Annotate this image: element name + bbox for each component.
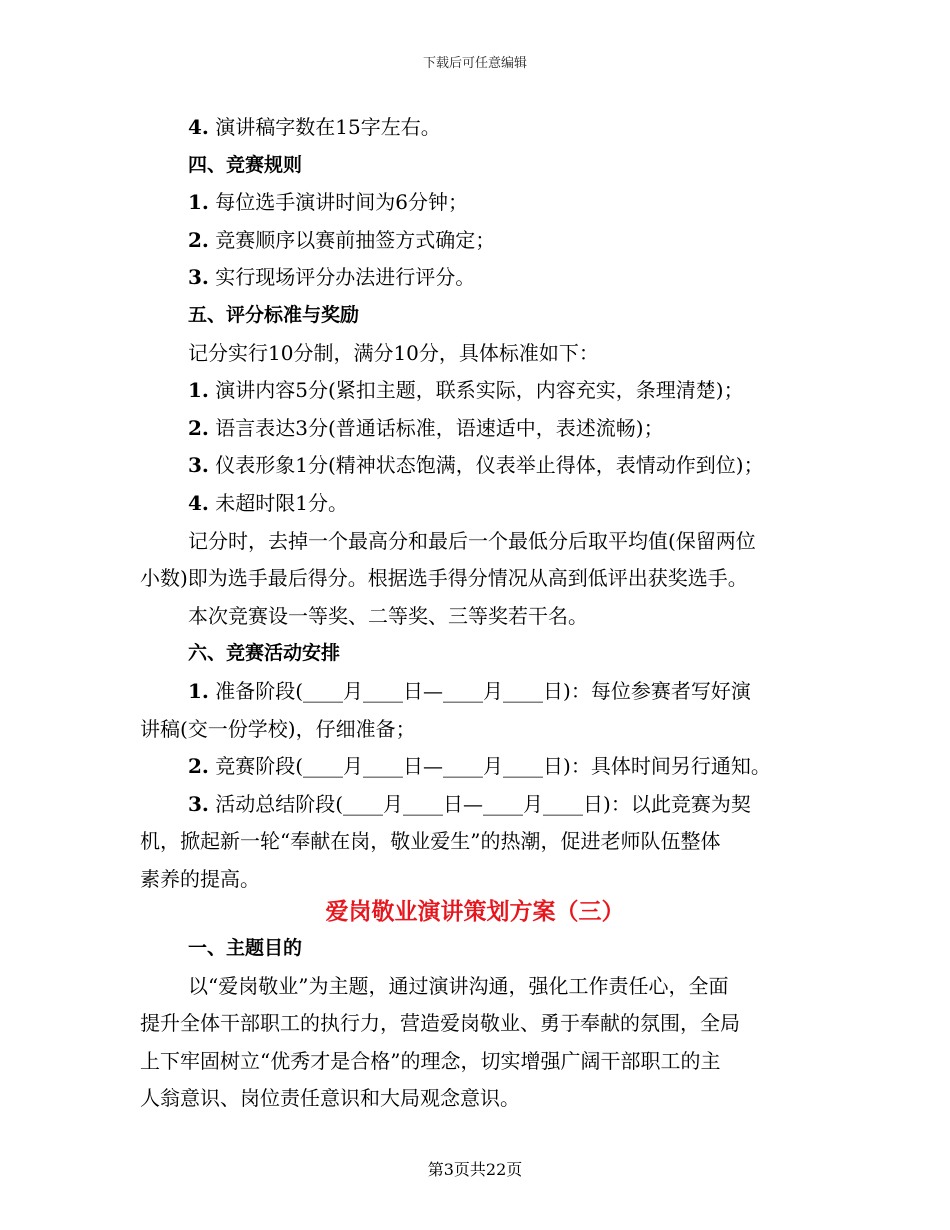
list-number: 3.	[188, 453, 209, 478]
paragraph-line	[188, 603, 588, 629]
line-text: 准备阶段(____月____日—____月____日)：每位参赛者写好演	[215, 679, 751, 703]
line-text: 竞赛阶段(____月____日—____月____日)：具体时间另行通知。	[215, 754, 771, 779]
list-item	[188, 264, 475, 290]
list-number: 2.	[188, 754, 209, 779]
line-text: 实行现场评分办法进行评分。	[215, 265, 476, 290]
paragraph-line	[140, 828, 720, 854]
list-number: 2.	[188, 415, 209, 440]
section-title: 爱岗敬业演讲策划方案（三）	[325, 899, 625, 925]
line-text: 竞赛顺序以赛前抽签方式确定；	[215, 227, 496, 252]
paragraph-line	[140, 866, 260, 892]
section-heading: 四、竞赛规则	[188, 153, 303, 176]
list-number: 1.	[188, 190, 209, 215]
line-text: 演讲稿字数在15字左右。	[215, 115, 441, 139]
page-header: 下载后可任意编辑	[422, 56, 527, 71]
list-item	[188, 452, 764, 478]
paragraph-line	[188, 528, 756, 554]
list-item	[188, 791, 751, 817]
section-heading: 六、竞赛活动安排	[188, 642, 341, 665]
list-number: 4.	[188, 115, 209, 139]
line-text: 语言表达3分(普通话标准，语速适中，表述流畅)；	[215, 415, 664, 440]
line-text: 记分实行10分制，满分10分，具体标准如下：	[188, 340, 599, 365]
list-item	[188, 189, 468, 215]
paragraph-line	[188, 340, 599, 366]
line-text: 人翁意识、岗位责任意识和大局观念意识。	[140, 1086, 520, 1111]
list-item	[188, 377, 744, 403]
line-text: 上下牢固树立“优秀才是合格”的理念，切实增强广阔干部职工的主	[140, 1048, 721, 1073]
list-item	[188, 114, 441, 140]
page-footer: 第3页共22页	[427, 1160, 523, 1179]
line-text: 每位选手演讲时间为6分钟；	[215, 190, 468, 215]
list-number: 1.	[188, 679, 209, 703]
line-text: 机，掀起新一轮“奉献在岗，敬业爱生”的热潮，促进老师队伍整体	[140, 829, 721, 854]
line-text: 提升全体干部职工的执行力，营造爱岗敬业、勇于奉献的氛围，全局	[140, 1011, 740, 1036]
line-text: 未超时限1分。	[215, 491, 348, 515]
line-text: 演讲内容5分(紧扣主题，联系实际，内容充实，条理清楚)；	[215, 378, 744, 403]
line-text: 仪表形象1分(精神状态饱满，仪表举止得体，表情动作到位)；	[215, 453, 764, 478]
paragraph-line	[188, 973, 728, 999]
list-number: 3.	[188, 265, 209, 290]
list-number: 1.	[188, 378, 209, 403]
list-number: 4.	[188, 491, 209, 515]
section-heading: 五、评分标准与奖励	[188, 304, 360, 326]
line-text: 记分时，去掉一个最高分和最后一个最低分后取平均值(保留两位	[188, 528, 756, 553]
list-item	[188, 490, 348, 516]
paragraph-line	[140, 716, 416, 742]
line-text: 本次竞赛设一等奖、二等奖、三等奖若干名。	[188, 603, 588, 628]
line-text: 素养的提高。	[140, 867, 260, 891]
paragraph-line	[140, 1010, 740, 1036]
list-item	[188, 227, 495, 253]
paragraph-line	[140, 565, 748, 591]
line-text: 讲稿(交一份学校)，仔细准备；	[140, 716, 416, 741]
line-text: 以“爱岗敬业”为主题，通过演讲沟通，强化工作责任心，全面	[188, 973, 729, 998]
line-text: 小数)即为选手最后得分。根据选手得分情况从高到低评出获奖选手。	[140, 566, 748, 591]
list-number: 3.	[188, 791, 209, 816]
list-item	[188, 753, 771, 779]
line-text: 活动总结阶段(____月____日—____月____日)：以此竞赛为契	[215, 791, 751, 816]
paragraph-line	[140, 1048, 720, 1074]
section-heading: 一、主题目的	[188, 937, 303, 959]
list-number: 2.	[188, 227, 209, 252]
list-item	[188, 415, 664, 441]
paragraph-line	[140, 1085, 520, 1111]
list-item	[188, 678, 751, 704]
